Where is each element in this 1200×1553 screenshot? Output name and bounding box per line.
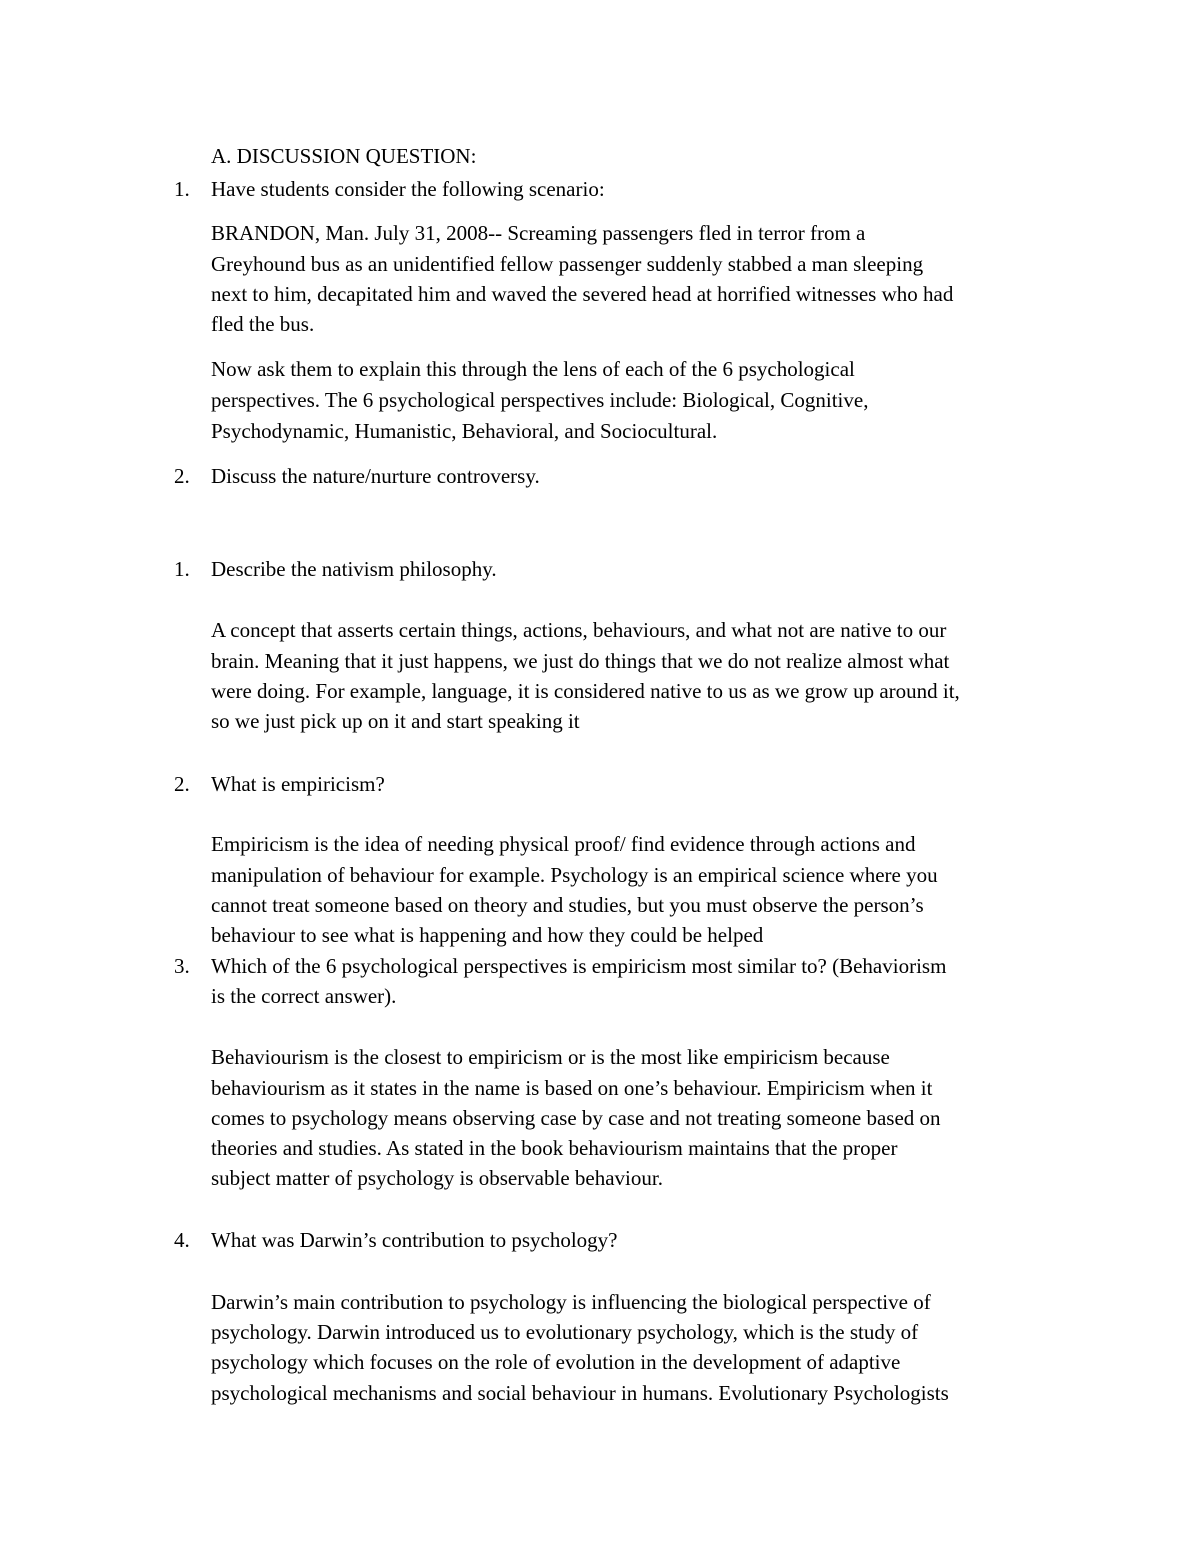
prompt-line: perspectives. The 6 psychological perspectives include: Biological, Cognitive, <box>211 388 869 412</box>
scenario-line: Greyhound bus as an unidentified fellow passenger suddenly stabbed a man sleeping <box>211 252 924 276</box>
question-text: What is empiricism? <box>211 772 385 796</box>
list-number: 3. <box>174 954 190 978</box>
answer-line: behaviourism as it states in the name is based on one’s behaviour. Empiricism when it <box>211 1076 933 1100</box>
answer-line: comes to psychology means observing case by case and not treating someone based on <box>211 1106 941 1130</box>
scenario-line: fled the bus. <box>211 312 315 336</box>
question-text: Describe the nativism philosophy. <box>211 557 497 581</box>
answer-line: behaviour to see what is happening and how they could be helped <box>211 923 764 947</box>
question-text: What was Darwin’s contribution to psychology? <box>211 1228 618 1252</box>
answer-line: psychology which focuses on the role of evolution in the development of adaptive <box>211 1350 901 1374</box>
answer-line: so we just pick up on it and start speaking it <box>211 709 580 733</box>
list-number: 2. <box>174 772 190 796</box>
answer-line: manipulation of behaviour for example. Psychology is an empirical science where you <box>211 863 938 887</box>
answer-line: brain. Meaning that it just happens, we just do things that we do not realize almost what <box>211 649 950 673</box>
scenario-line: BRANDON, Man. July 31, 2008-- Screaming passengers fled in terror from a <box>211 221 866 245</box>
discussion-question: Discuss the nature/nurture controversy. <box>211 464 540 488</box>
answer-line: A concept that asserts certain things, actions, behaviours, and what not are native to our <box>211 618 947 642</box>
question-text: is the correct answer). <box>211 984 397 1008</box>
discussion-question: Have students consider the following scenario: <box>211 177 605 201</box>
answer-line: psychological mechanisms and social behaviour in humans. Evolutionary Psychologists <box>211 1381 949 1405</box>
question-text: Which of the 6 psychological perspectives is empiricism most similar to? (Behaviorism <box>211 954 947 978</box>
list-number: 1. <box>174 177 190 201</box>
prompt-line: Now ask them to explain this through the lens of each of the 6 psychological <box>211 357 855 381</box>
list-number: 2. <box>174 464 190 488</box>
section-heading: A. DISCUSSION QUESTION: <box>211 144 477 168</box>
answer-line: psychology. Darwin introduced us to evolutionary psychology, which is the study of <box>211 1320 919 1344</box>
answer-line: Empiricism is the idea of needing physical proof/ find evidence through actions and <box>211 832 916 856</box>
answer-line: cannot treat someone based on theory and studies, but you must observe the person’s <box>211 893 924 917</box>
answer-line: were doing. For example, language, it is considered native to us as we grow up around it, <box>211 679 960 703</box>
list-number: 1. <box>174 557 190 581</box>
answer-line: subject matter of psychology is observable behaviour. <box>211 1166 663 1190</box>
prompt-line: Psychodynamic, Humanistic, Behavioral, and Sociocultural. <box>211 419 718 443</box>
list-number: 4. <box>174 1228 190 1252</box>
answer-line: Darwin’s main contribution to psychology is influencing the biological perspective of <box>211 1290 931 1314</box>
answer-line: theories and studies. As stated in the book behaviourism maintains that the proper <box>211 1136 898 1160</box>
answer-line: Behaviourism is the closest to empiricism or is the most like empiricism because <box>211 1045 890 1069</box>
scenario-line: next to him, decapitated him and waved the severed head at horrified witnesses who had <box>211 282 954 306</box>
